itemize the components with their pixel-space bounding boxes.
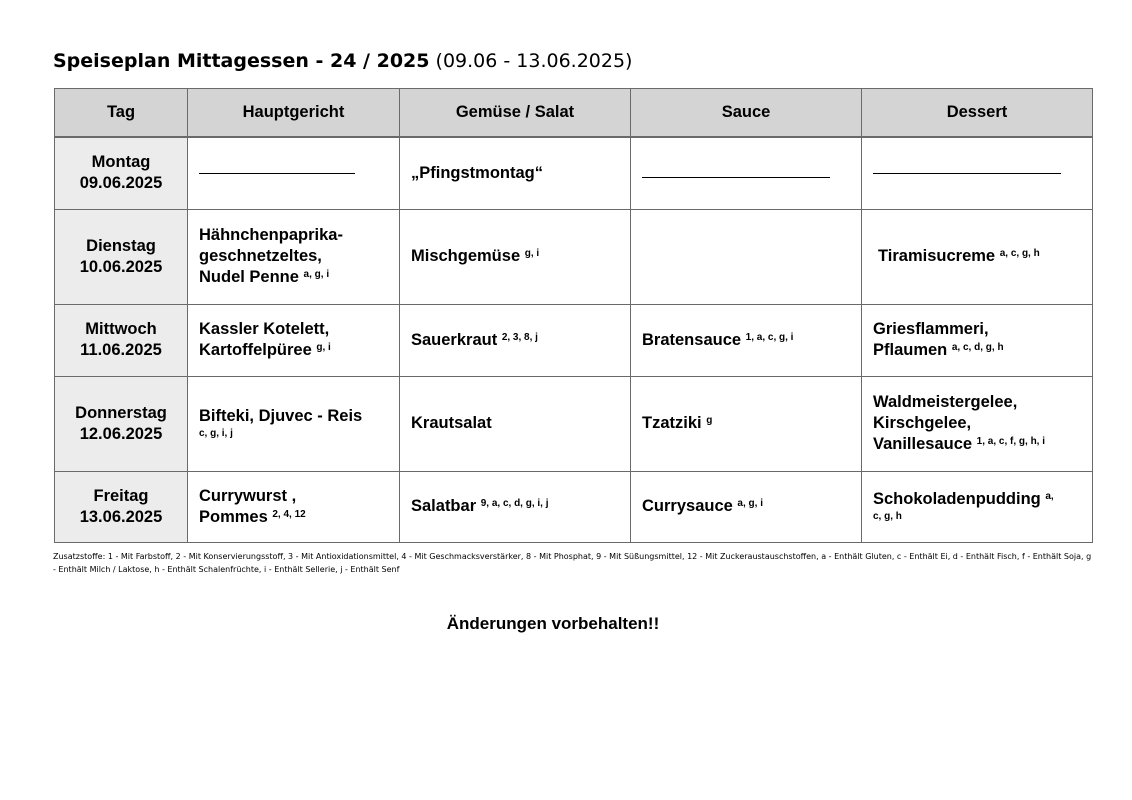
table-row — [55, 376, 1093, 471]
veg-cell — [400, 209, 631, 304]
table-row — [55, 209, 1093, 304]
day-date: 12.06.2025 — [79, 424, 163, 443]
veg-text: „Pfingstmontag“ — [411, 163, 543, 182]
veg-cell — [400, 376, 631, 471]
header-tag: Tag — [55, 89, 188, 138]
main-text: Bifteki, Djuvec - Reis — [199, 407, 363, 425]
main-cell — [188, 471, 400, 542]
allergen-codes: 2, 4, 12 — [272, 508, 306, 520]
day-cell — [55, 471, 188, 542]
page-title — [53, 50, 632, 72]
main-text: Currywurst , — [199, 486, 297, 505]
main-text: Hähnchenpaprika- — [199, 226, 343, 244]
title-main: Speiseplan Mittagessen - 24 / 2025 — [53, 50, 430, 72]
day-date: 09.06.2025 — [79, 174, 163, 193]
dessert-text: Waldmeistergelee, — [873, 393, 1018, 411]
changes-note: Änderungen vorbehalten!! — [446, 614, 660, 633]
main-text: Nudel Penne — [199, 268, 299, 286]
dessert-text: Kirschgelee, — [873, 414, 972, 432]
day-date: 11.06.2025 — [80, 341, 162, 359]
day-cell — [55, 376, 188, 471]
dessert-text: Tiramisucreme — [878, 247, 996, 265]
allergen-codes: a, g, i — [737, 498, 763, 509]
header-dessert: Dessert — [862, 89, 1093, 138]
day-cell — [55, 209, 188, 304]
table-row — [55, 137, 1093, 209]
dessert-cell — [862, 209, 1093, 304]
dessert-text: Schokoladenpudding — [873, 490, 1041, 508]
sauce-cell — [631, 471, 862, 542]
header-row — [55, 89, 1093, 138]
header-gemuese-salat: Gemüse / Salat — [400, 89, 631, 138]
title-date-range: (09.06 - 13.06.2025) — [435, 50, 633, 72]
allergen-codes: 1, a, c, g, i — [745, 331, 794, 343]
header-hauptgericht: Hauptgericht — [188, 89, 400, 138]
header-sauce: Sauce — [631, 89, 862, 138]
main-text: Kassler Kotelett, — [199, 320, 330, 338]
allergen-codes: g, i — [316, 342, 331, 353]
dessert-text: Vanillesauce — [873, 435, 973, 453]
dessert-cell — [862, 471, 1093, 542]
veg-cell — [400, 471, 631, 542]
allergen-codes: 1, a, c, f, g, h, i — [976, 436, 1046, 447]
veg-text: Sauerkraut — [411, 330, 498, 349]
sauce-cell — [631, 376, 862, 471]
allergen-codes: c, g, h — [873, 511, 902, 522]
main-cell — [188, 304, 400, 376]
menu-table — [54, 88, 1093, 543]
dessert-cell — [862, 376, 1093, 471]
dessert-cell — [862, 304, 1093, 376]
day-date: 10.06.2025 — [79, 257, 163, 276]
empty-line — [199, 173, 355, 174]
day-name: Montag — [91, 153, 151, 172]
veg-text: Krautsalat — [411, 414, 492, 432]
table-row — [55, 471, 1093, 542]
main-text: Kartoffelpüree — [199, 341, 312, 359]
allergen-codes: c, g, i, j — [199, 428, 233, 439]
sauce-text: Tzatziki — [642, 414, 702, 432]
veg-text: Salatbar — [411, 497, 477, 515]
allergen-codes: g — [706, 415, 713, 426]
dessert-text: Pflaumen — [873, 341, 948, 359]
day-date: 13.06.2025 — [79, 507, 163, 526]
veg-cell — [400, 304, 631, 376]
sauce-text: Currysauce — [642, 497, 733, 515]
empty-line — [873, 173, 1061, 174]
veg-text: Mischgemüse — [411, 247, 521, 265]
allergen-codes: a, c, g, h — [999, 248, 1040, 259]
main-text: Pommes — [199, 507, 268, 526]
main-cell — [188, 137, 400, 209]
allergen-codes: g, i — [524, 248, 540, 259]
allergen-codes: a, g, i — [303, 269, 330, 280]
sauce-cell — [631, 209, 862, 304]
day-name: Mittwoch — [85, 320, 157, 338]
veg-cell — [400, 137, 631, 209]
sauce-cell — [631, 137, 862, 209]
day-cell — [55, 304, 188, 376]
additives-footnote: Zusatzstoffe: 1 - Mit Farbstoff, 2 - Mit Konservierungsstoff, 3 - Mit Antioxidationsmittel, 4 - Mit Geschmacksverstärker, 8 - Mit Phosphat, 9 - Mit Süßungsmittel, 12 - Mit Zuckeraustauschstoffen, a - Enthält Gluten, c - Enthält Ei, d - Enthält Fisch, f - Enthält Soja, g - Enthält Milch / Laktose, h - Enthält Schalenfrüchte, i - Enthält Sellerie, j - Enthält Senf — [53, 552, 1092, 574]
dessert-text: Griesflammeri, — [873, 320, 989, 338]
main-cell — [188, 209, 400, 304]
day-name: Donnerstag — [75, 403, 167, 422]
day-name: Dienstag — [86, 236, 156, 255]
table-row — [55, 304, 1093, 376]
allergen-codes: a, c, d, g, h — [951, 342, 1004, 353]
allergen-codes: 2, 3, 8, j — [501, 331, 538, 343]
main-cell — [188, 376, 400, 471]
sauce-cell — [631, 304, 862, 376]
empty-line — [642, 177, 830, 178]
allergen-codes: a, — [1045, 491, 1054, 502]
day-cell — [55, 137, 188, 209]
allergen-codes: 9, a, c, d, g, i, j — [480, 498, 549, 509]
main-text: geschnetzeltes, — [199, 247, 322, 265]
sauce-text: Bratensauce — [642, 330, 742, 349]
dessert-cell — [862, 137, 1093, 209]
day-name: Freitag — [93, 486, 149, 505]
